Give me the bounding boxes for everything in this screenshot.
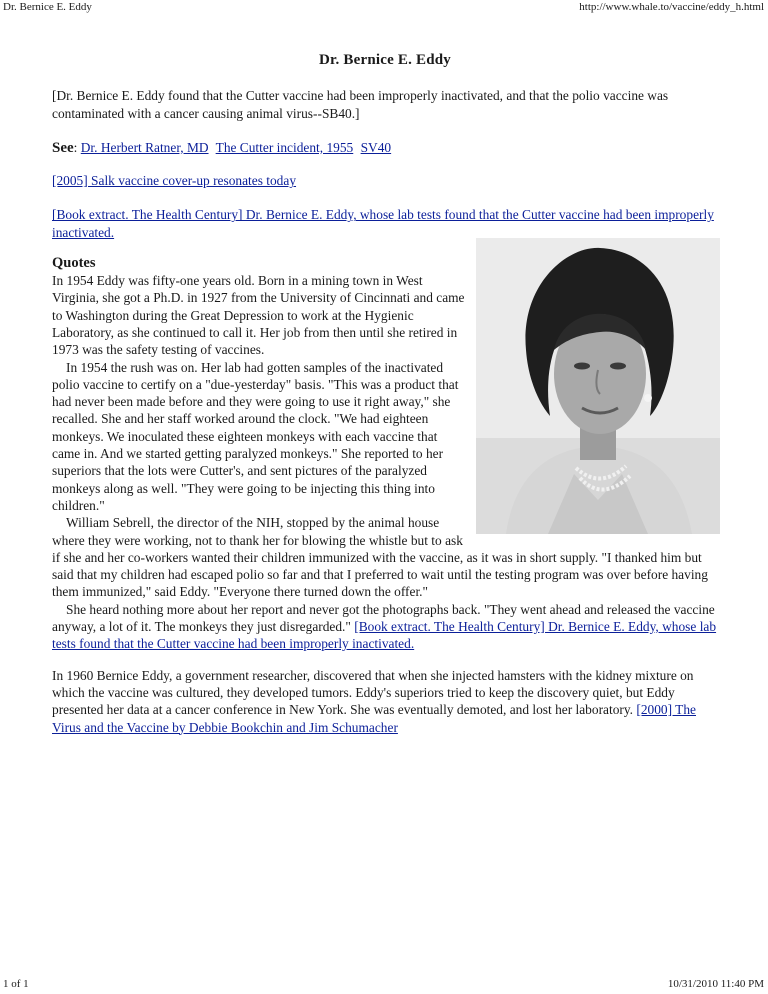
link-cutter-incident[interactable]: The Cutter incident, 1955 <box>215 139 354 155</box>
link-salk-cover-up[interactable]: [2005] Salk vaccine cover-up resonates today <box>52 173 297 189</box>
link-herbert-ratner[interactable]: Dr. Herbert Ratner, MD <box>80 139 209 155</box>
see-also-line <box>52 139 718 157</box>
print-header-url: http://www.whale.to/vaccine/eddy_h.html <box>579 1 764 13</box>
page-count: 1 of 1 <box>3 978 29 990</box>
paragraph-1960 <box>52 667 718 736</box>
print-footer <box>0 976 768 994</box>
see-colon: : <box>73 139 78 155</box>
link-book-extract[interactable]: [Book extract. The Health Century] Dr. Bernice E. Eddy, whose lab tests found that the Cutter vaccine had been improperly inactivated. <box>52 207 714 240</box>
paragraph-1960-text: In 1960 Bernice Eddy, a government researcher, discovered that when she injected hamsters with the kidney mixture on which the vaccine was cultured, they developed tumors. Eddy's superiors tried to keep the discovery quiet, but Eddy presented her data at a cancer conference in New York. She was eventually demoted, and lost her laboratory. <box>52 667 694 718</box>
link-sv40[interactable]: SV40 <box>360 139 392 155</box>
quote-paragraph-4-text: She heard nothing more about her report and never got the photographs back. "They went ahead and released the vaccine anyway, a lot of it. The monkeys they just disregarded." <box>52 601 715 635</box>
document-body <box>52 52 718 736</box>
quote-paragraph-1: In 1954 Eddy was fifty-one years old. Born in a mining town in West Virginia, she got a Ph.D. in 1927 from the University of Cincinnati and came to Washington during the Great Depression to work at the Hygienic Laboratory, as she continued to call it. Her job from then until she retired in 1973 was the safety testing of vaccines. <box>52 273 465 358</box>
quotes-section <box>52 272 718 653</box>
summary-paragraph: [Dr. Bernice E. Eddy found that the Cutter vaccine had been improperly inactivated, and that the polio vaccine was contaminated with a cancer causing animal virus--SB40.] <box>52 88 669 121</box>
page-title: Dr. Bernice E. Eddy <box>318 52 451 68</box>
link-book-extract-2[interactable]: [Book extract. The Health Century] Dr. Bernice E. Eddy, whose lab tests found that the Cutter vaccine had been improperly inactivated. <box>52 619 717 652</box>
portrait-photo <box>476 238 720 534</box>
quote-paragraph-4 <box>52 601 718 653</box>
print-header-title: Dr. Bernice E. Eddy <box>3 1 92 13</box>
quote-paragraph-2: In 1954 the rush was on. Her lab had gotten samples of the inactivated polio vaccine to certify on a "due-yesterday" basis. "This was a product that had never been made before and they were going to use it right away," she recalled. She and her staff worked around the clock. "We had eighteen monkeys. We inoculated these eighteen monkeys with each vaccine that came in. And we started getting paralyzed monkeys." She reported to her superiors that the lots were Cutter's, and sent pictures of the paralyzed monkeys along as well. "They were going to be injecting this thing into children." <box>52 359 459 513</box>
see-label: See <box>52 139 74 156</box>
print-header <box>0 0 768 16</box>
quote-paragraph-3: William Sebrell, the director of the NIH, stopped by the animal house where they were working, not to thank her for blowing the whistle but to ask if she and her co-workers wanted their children immunized with the vaccine, as it was in short supply. "I thanked him but said that my children had escaped polio so far and that I preferred to wait until the testing program was over before having them immunized," said Eddy. "Everyone there turned down the offer." <box>52 515 708 600</box>
print-timestamp: 10/31/2010 11:40 PM <box>667 978 764 990</box>
quotes-heading: Quotes <box>52 255 96 272</box>
link-virus-and-vaccine[interactable]: [2000] The Virus and the Vaccine by Debbie Bookchin and Jim Schumacher <box>52 702 696 735</box>
